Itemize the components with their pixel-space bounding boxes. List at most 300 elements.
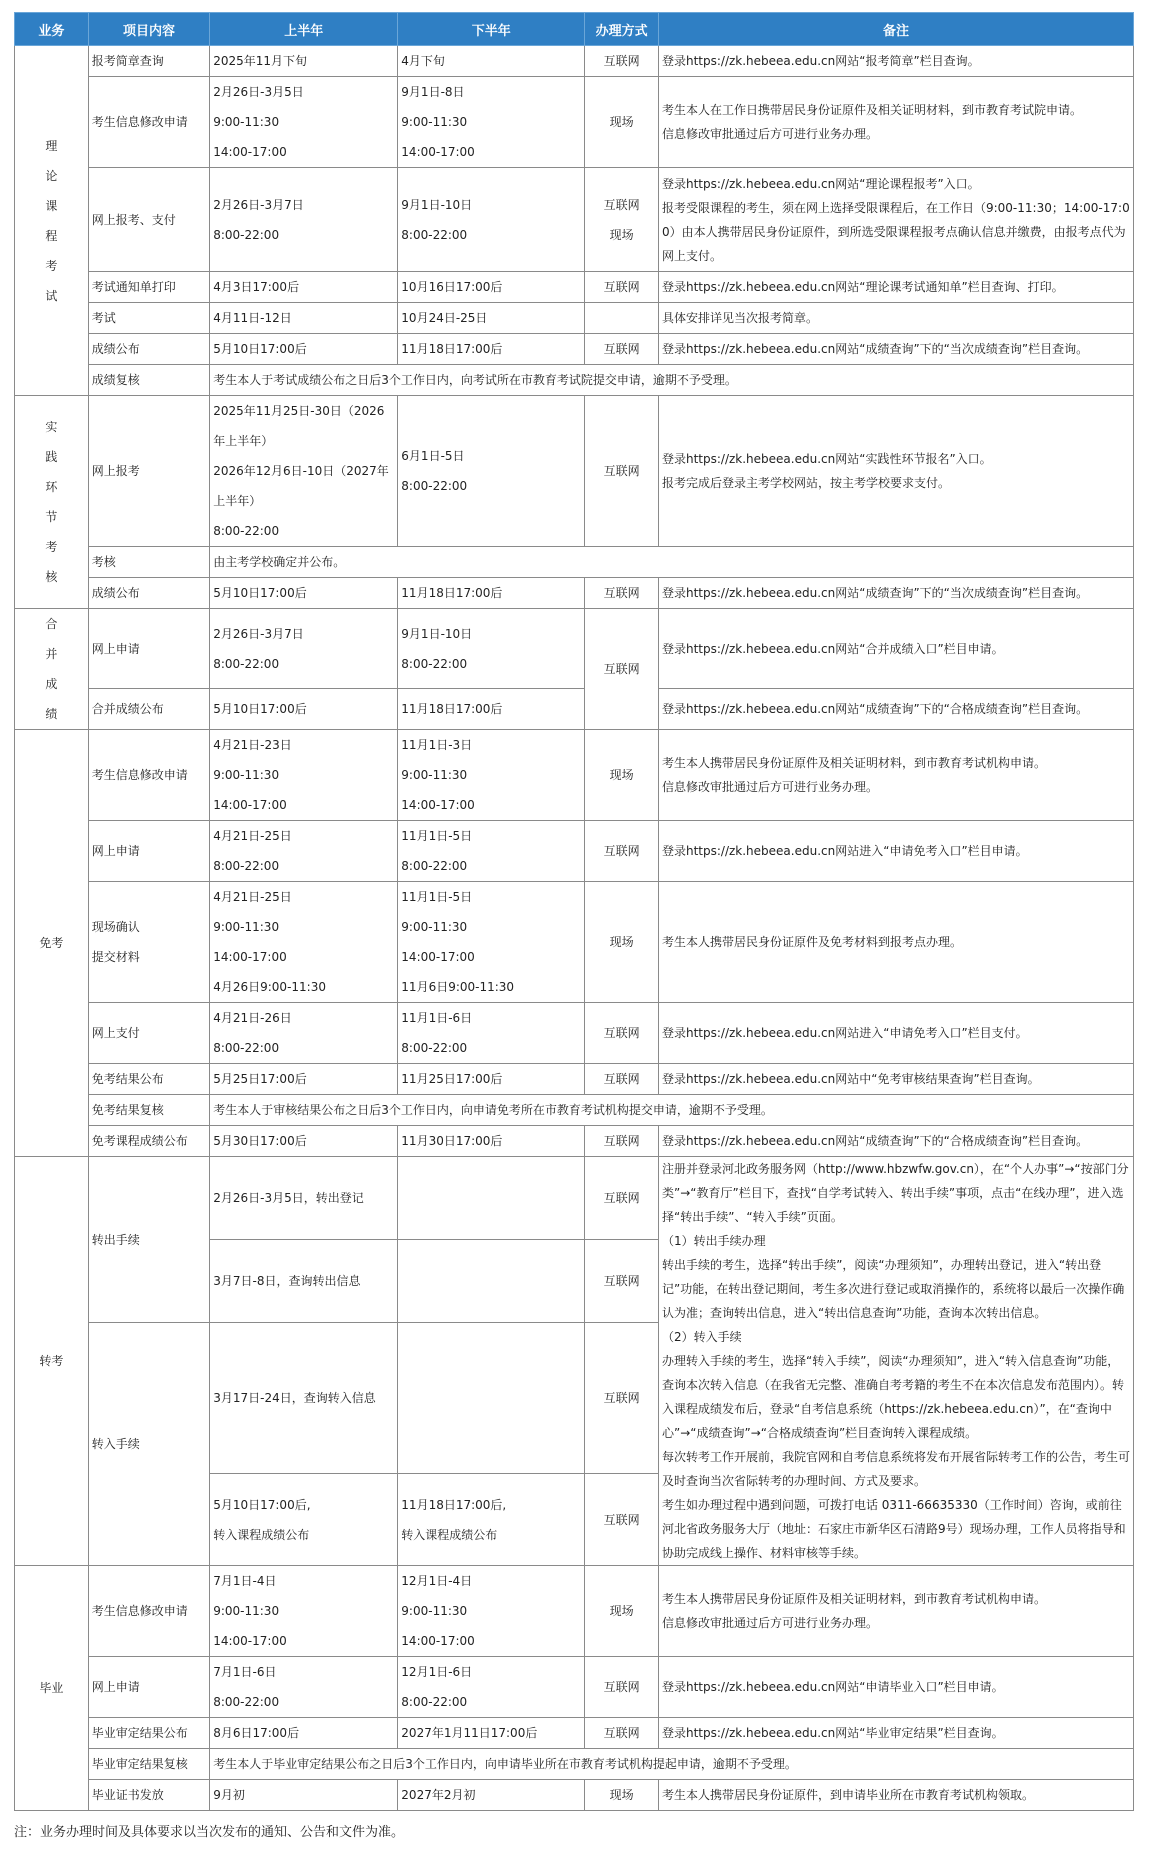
first-half-line: 14:00-17:00: [213, 950, 287, 964]
table-row: [15, 396, 1134, 547]
first-half-cell: [210, 1780, 398, 1811]
method-line: 互联网: [603, 586, 640, 600]
item-cell: 免考结果公布: [88, 1064, 209, 1095]
remarks-cell: [658, 1126, 1133, 1157]
second-half-cell: [398, 689, 585, 730]
second-half-cell: [398, 46, 585, 77]
method-line: 互联网: [603, 844, 640, 858]
section-char: 课: [45, 198, 58, 213]
section-label-merge: [15, 609, 89, 730]
second-half-cell: [398, 1126, 585, 1157]
remarks-line: 信息修改审批通过后方可进行业务办理。: [661, 1616, 878, 1630]
second-half-line: 6月1日-5日: [401, 449, 465, 463]
method-cell: [585, 578, 659, 609]
second-half-cell: [398, 1157, 585, 1240]
schedule-body: [15, 46, 1134, 1811]
second-half-line: 9月1日-10日: [401, 626, 473, 641]
remarks-line: 登录https://zk.hebeea.edu.cn网站进入“申请免考入口”栏目支付。: [661, 1026, 1028, 1040]
item-cell: 报考简章查询: [88, 46, 209, 77]
method-cell: [585, 77, 659, 168]
remarks-cell: [658, 1064, 1133, 1095]
method-cell: [585, 1157, 659, 1240]
remarks-line: 考生本人携带居民身份证原件及相关证明材料，到市教育考试机构申请。: [661, 756, 1046, 770]
method-line: 互联网: [603, 1726, 640, 1740]
first-half-cell: [210, 272, 398, 303]
item-cell: 网上申请: [88, 609, 209, 689]
remarks-cell: [658, 1780, 1133, 1811]
second-half-cell: [398, 396, 585, 547]
first-half-cell: [210, 396, 398, 547]
remarks-line: 考生如办理过程中遇到问题，可拨打电话 0311-66635330（工作时间）咨询，或前往河北省政务服务大厅（地址：石家庄市新华区石清路9号）现场办理，工作人员将指导和协助完成线上操作、材料审核等手续。: [661, 1498, 1126, 1560]
method-cell: [585, 821, 659, 882]
section-char: 节: [45, 510, 58, 524]
remarks-cell: [658, 168, 1133, 272]
remarks-line: 具体安排详见当次报考简章。: [661, 311, 818, 325]
method-line: 现场: [609, 115, 634, 129]
first-half-cell: [210, 303, 398, 334]
first-half-cell: [210, 821, 398, 882]
table-row: [15, 730, 1134, 821]
section-char: 实: [45, 420, 58, 434]
table-row: [15, 547, 1134, 578]
header-remarks: 备注: [658, 13, 1133, 46]
section-char: 践: [45, 450, 58, 464]
item-cell: 毕业审定结果公布: [88, 1718, 209, 1749]
item-cell: 毕业审定结果复核: [88, 1749, 209, 1780]
first-half-line: 2月26日-3月7日: [213, 626, 304, 641]
first-half-line: 5月25日17:00后: [213, 1072, 307, 1086]
first-half-line: 8:00-22:00: [213, 1695, 280, 1709]
second-half-line: 4月下旬: [401, 54, 445, 68]
method-line: 互联网: [603, 662, 640, 676]
first-half-line: 4月11日-12日: [213, 311, 292, 325]
first-half-line: 5月10日17:00后,: [213, 1497, 311, 1512]
table-row: [15, 1095, 1134, 1126]
method-cell: [585, 1657, 659, 1718]
method-cell: [585, 303, 659, 334]
first-half-cell: [210, 689, 398, 730]
method-line: 互联网: [603, 342, 640, 356]
first-half-line: 8:00-22:00: [213, 1041, 280, 1055]
item-cell: 转入手续: [88, 1323, 209, 1566]
method-line: 互联网: [603, 1072, 640, 1086]
second-half-line: 11月6日9:00-11:30: [401, 980, 515, 994]
table-row: [15, 303, 1134, 334]
first-half-line: 2月26日-3月5日，转出登记: [213, 1191, 364, 1205]
method-line: 互联网: [603, 1274, 640, 1288]
remarks-line: （1）转出手续办理: [661, 1234, 766, 1248]
second-half-cell: [398, 1657, 585, 1718]
first-half-cell: [210, 1657, 398, 1718]
method-cell: [585, 730, 659, 821]
table-row: [15, 365, 1134, 396]
first-half-line: 7月1日-4日: [213, 1574, 277, 1588]
second-half-line: 11月1日-6日: [401, 1011, 473, 1025]
table-row: [15, 168, 1134, 272]
first-half-line: 9:00-11:30: [213, 1604, 280, 1618]
remarks-line: 考生本人携带居民身份证原件及免考材料到报考点办理。: [661, 935, 962, 949]
remarks-cell: [658, 578, 1133, 609]
method-line: 互联网: [603, 1191, 640, 1205]
first-half-line: 4月21日-23日: [213, 738, 292, 752]
remarks-line: 转出手续的考生，选择“转出手续”，阅读“办理须知”，办理转出登记，进入“转出登记”功能，在转出登记期间，考生多次进行登记或取消操作的，系统将以最后一次操作确认为准；查询转出信息，进入“转出信息查询”功能，查询本次转出信息。: [661, 1258, 1125, 1320]
item-cell: 免考课程成绩公布: [88, 1126, 209, 1157]
remarks-cell: [658, 1657, 1133, 1718]
second-half-cell: [398, 882, 585, 1003]
remarks-line: 信息修改审批通过后方可进行业务办理。: [661, 127, 878, 141]
remarks-line: 登录https://zk.hebeea.edu.cn网站“申请毕业入口”栏目申请。: [661, 1680, 1004, 1694]
first-half-line: 转入课程成绩公布: [213, 1527, 310, 1542]
first-half-line: 7月1日-6日: [213, 1665, 277, 1679]
table-row: [15, 882, 1134, 1003]
first-half-cell: [210, 1323, 398, 1474]
second-half-line: 9月1日-10日: [401, 197, 473, 212]
section-char: 环: [45, 480, 58, 494]
first-half-line: 4月3日17:00后: [213, 280, 300, 294]
item-cell: 转出手续: [88, 1157, 209, 1323]
first-half-cell: [210, 1064, 398, 1095]
remarks-cell: [658, 334, 1133, 365]
item-cell: 毕业证书发放: [88, 1780, 209, 1811]
second-half-line: 8:00-22:00: [401, 479, 468, 493]
first-half-line: 14:00-17:00: [213, 798, 287, 812]
second-half-line: 9:00-11:30: [401, 1604, 468, 1618]
item-cell: 考核: [88, 547, 209, 578]
section-char: 论: [45, 168, 58, 183]
footnote: 注：业务办理时间及具体要求以当次发布的通知、公告和文件为准。: [14, 1825, 405, 1840]
remarks-cell: [658, 689, 1133, 730]
first-half-cell: [210, 882, 398, 1003]
first-half-line: 8:00-22:00: [213, 859, 280, 873]
first-half-line: 9:00-11:30: [213, 920, 280, 934]
first-half-line: 2月26日-3月5日: [213, 85, 304, 99]
remarks-line: 登录https://zk.hebeea.edu.cn网站进入“申请免考入口”栏目申请。: [661, 844, 1028, 858]
remarks-line: 登录https://zk.hebeea.edu.cn网站“合并成绩入口”栏目申请。: [661, 641, 1004, 656]
header-row: [15, 13, 1134, 46]
method-cell: [585, 272, 659, 303]
first-half-cell: [210, 730, 398, 821]
schedule-table: [14, 12, 1134, 1811]
first-half-line: 2月26日-3月7日: [213, 197, 304, 212]
table-row: [15, 46, 1134, 77]
header-second-half: 下半年: [398, 13, 585, 46]
second-half-line: 11月1日-5日: [401, 829, 473, 843]
second-half-line: 11月18日17:00后: [401, 702, 503, 717]
second-half-line: 10月24日-25日: [401, 311, 488, 325]
remarks-line: 办理转入手续的考生，选择“转入手续”，阅读“办理须知”，进入“转入信息查询”功能，查询本次转入信息（在我省无完整、准确自考考籍的考生不在本次信息发布范围内）。转入课程成绩发布后，登录“自考信息系统（https://zk.hebeea.edu.cn）”，在“查询中心”→“成绩查询”→“合格成绩查询”栏目查询转入课程成绩。: [661, 1354, 1124, 1440]
section-char: 成: [45, 677, 58, 691]
section-char: 考: [45, 540, 58, 554]
header-business: 业务: [15, 13, 89, 46]
second-half-cell: [398, 1240, 585, 1323]
remarks-line: 考生本人携带居民身份证原件，到申请毕业所在市教育考试机构领取。: [661, 1788, 1034, 1802]
section-label-theory: [15, 46, 89, 396]
header-item: 项目内容: [88, 13, 209, 46]
remarks-line: 登录https://zk.hebeea.edu.cn网站“报考简章”栏目查询。: [661, 54, 980, 68]
first-half-cell: [210, 1474, 398, 1566]
second-half-cell: [398, 303, 585, 334]
method-line: 现场: [609, 1604, 634, 1618]
method-line: 现场: [609, 1788, 634, 1802]
remarks-line: 报考受限课程的考生，须在网上选择受限课程后，在工作日（9:00-11:30；14:00-17:00）由本人携带居民身份证原件，到所选受限课程报考点确认信息并缴费，由报考点代为网上支付。: [661, 200, 1130, 263]
header-first-half: 上半年: [210, 13, 398, 46]
item-line: 现场确认: [91, 920, 140, 934]
method-line: 互联网: [603, 1680, 640, 1694]
first-half-cell: [210, 1126, 398, 1157]
method-cell: [585, 1003, 659, 1064]
second-half-line: 9:00-11:30: [401, 768, 468, 782]
first-half-line: 2025年11月25日-30日（2026年上半年）: [213, 404, 385, 448]
remarks-cell: [658, 882, 1133, 1003]
second-half-line: 8:00-22:00: [401, 859, 468, 873]
second-half-cell: [398, 334, 585, 365]
table-row: [15, 272, 1134, 303]
first-half-line: 8月6日17:00后: [213, 1726, 300, 1740]
method-cell: [585, 1064, 659, 1095]
spanning-note: 考生本人于审核结果公布之日后3个工作日内，向申请免考所在市教育考试机构提交申请，逾期不予受理。: [210, 1095, 1134, 1126]
table-row: [15, 821, 1134, 882]
remarks-cell: [658, 1718, 1133, 1749]
remarks-cell: [658, 1566, 1133, 1657]
second-half-line: 11月1日-5日: [401, 890, 473, 904]
first-half-cell: [210, 609, 398, 689]
second-half-line: 8:00-22:00: [401, 227, 468, 242]
first-half-line: 5月30日17:00后: [213, 1134, 307, 1148]
remarks-line: 登录https://zk.hebeea.edu.cn网站“理论课考试通知单”栏目查询、打印。: [661, 280, 1064, 294]
remarks-line: （2）转入手续: [661, 1330, 742, 1344]
method-cell: [585, 396, 659, 547]
method-cell: [585, 1240, 659, 1323]
method-cell: [585, 1718, 659, 1749]
second-half-line: 9:00-11:30: [401, 920, 468, 934]
method-line: 互联网: [603, 280, 640, 294]
remarks-line: 登录https://zk.hebeea.edu.cn网站“毕业审定结果”栏目查询。: [661, 1726, 1004, 1740]
first-half-line: 9:00-11:30: [213, 768, 280, 782]
first-half-line: 5月10日17:00后: [213, 586, 307, 600]
method-line: 互联网: [603, 464, 640, 478]
second-half-cell: [398, 1718, 585, 1749]
second-half-line: 11月1日-3日: [401, 738, 473, 752]
method-cell: [585, 46, 659, 77]
second-half-line: 10月16日17:00后: [401, 280, 503, 294]
item-cell: 合并成绩公布: [88, 689, 209, 730]
remarks-cell: [658, 1003, 1133, 1064]
first-half-cell: [210, 578, 398, 609]
first-half-line: 2026年12月6日-10日（2027年上半年）: [213, 464, 389, 508]
item-cell: 网上申请: [88, 1657, 209, 1718]
first-half-cell: [210, 1718, 398, 1749]
second-half-cell: [398, 1064, 585, 1095]
table-row: [15, 1780, 1134, 1811]
second-half-line: 2027年1月11日17:00后: [401, 1726, 538, 1740]
second-half-line: 8:00-22:00: [401, 656, 468, 671]
method-cell: [585, 168, 659, 272]
method-line: 现场: [609, 227, 634, 242]
first-half-line: 5月10日17:00后: [213, 342, 307, 356]
section-char: 并: [45, 647, 58, 661]
second-half-cell: [398, 730, 585, 821]
second-half-cell: [398, 1566, 585, 1657]
first-half-line: 3月7日-8日，查询转出信息: [213, 1274, 361, 1288]
remarks-line: 登录https://zk.hebeea.edu.cn网站中“免考审核结果查询”栏目查询。: [661, 1072, 1040, 1086]
remarks-cell: [658, 303, 1133, 334]
first-half-line: 4月21日-25日: [213, 829, 292, 843]
second-half-cell: [398, 1780, 585, 1811]
table-row: [15, 1566, 1134, 1657]
table-row: [15, 578, 1134, 609]
table-row: [15, 1749, 1134, 1780]
table-row: [15, 609, 1134, 689]
first-half-line: 4月21日-26日: [213, 1011, 292, 1025]
second-half-cell: [398, 1323, 585, 1474]
item-cell: 网上报考、支付: [88, 168, 209, 272]
remarks-line: 每次转考工作开展前，我院官网和自考信息系统将发布开展省际转考工作的公告，考生可及时查询当次省际转考的办理时间、方式及要求。: [661, 1450, 1130, 1488]
second-half-line: 8:00-22:00: [401, 1695, 468, 1709]
first-half-line: 14:00-17:00: [213, 1634, 287, 1648]
second-half-cell: [398, 77, 585, 168]
second-half-line: 转入课程成绩公布: [401, 1527, 498, 1542]
section-char: 合: [45, 617, 58, 631]
first-half-cell: [210, 1566, 398, 1657]
method-line: 互联网: [603, 1391, 640, 1405]
second-half-line: 14:00-17:00: [401, 798, 475, 812]
table-row: [15, 1126, 1134, 1157]
first-half-line: 14:00-17:00: [213, 145, 287, 159]
method-cell: [585, 609, 659, 730]
section-label-graduation: 毕业: [15, 1566, 89, 1811]
section-char: 核: [45, 570, 58, 584]
item-cell: 考生信息修改申请: [88, 77, 209, 168]
second-half-line: 12月1日-6日: [401, 1665, 473, 1679]
section-label-transfer: 转考: [15, 1157, 89, 1566]
table-row: [15, 689, 1134, 730]
first-half-cell: [210, 168, 398, 272]
remarks-line: 登录https://zk.hebeea.edu.cn网站“实践性环节报名”入口。: [661, 452, 992, 466]
item-cell: [88, 882, 209, 1003]
remarks-line: 登录https://zk.hebeea.edu.cn网站“成绩查询”下的“当次成绩查询”栏目查询。: [661, 342, 1089, 356]
second-half-line: 11月18日17:00后: [401, 342, 503, 356]
remarks-line: 登录https://zk.hebeea.edu.cn网站“理论课程报考”入口。: [661, 176, 980, 191]
table-row: [15, 1157, 1134, 1240]
second-half-cell: [398, 821, 585, 882]
method-line: 互联网: [603, 197, 640, 212]
first-half-line: 8:00-22:00: [213, 227, 280, 242]
first-half-line: 3月17日-24日，查询转入信息: [213, 1391, 376, 1405]
second-half-line: 9月1日-8日: [401, 85, 465, 99]
item-cell: 考生信息修改申请: [88, 1566, 209, 1657]
remarks-line: 登录https://zk.hebeea.edu.cn网站“成绩查询”下的“合格成绩查询”栏目查询。: [661, 1134, 1089, 1148]
item-cell: 考试通知单打印: [88, 272, 209, 303]
first-half-line: 4月21日-25日: [213, 890, 292, 904]
remarks-cell: [658, 272, 1133, 303]
method-line: 互联网: [603, 1134, 640, 1148]
second-half-line: 11月30日17:00后: [401, 1134, 503, 1148]
first-half-cell: [210, 77, 398, 168]
method-cell: [585, 1126, 659, 1157]
item-cell: 网上申请: [88, 821, 209, 882]
first-half-line: 5月10日17:00后: [213, 702, 307, 717]
second-half-line: 2027年2月初: [401, 1788, 476, 1802]
method-cell: [585, 1780, 659, 1811]
first-half-line: 9:00-11:30: [213, 115, 280, 129]
first-half-cell: [210, 1240, 398, 1323]
item-cell: 成绩公布: [88, 334, 209, 365]
method-line: 现场: [609, 768, 634, 782]
item-cell: 考生信息修改申请: [88, 730, 209, 821]
item-cell: 成绩复核: [88, 365, 209, 396]
remarks-line: 登录https://zk.hebeea.edu.cn网站“成绩查询”下的“合格成绩查询”栏目查询。: [661, 702, 1089, 717]
second-half-cell: [398, 609, 585, 689]
second-half-line: 11月25日17:00后: [401, 1072, 503, 1086]
second-half-line: 14:00-17:00: [401, 145, 475, 159]
method-cell: [585, 1323, 659, 1474]
section-char: 考: [45, 258, 58, 273]
method-line: 现场: [609, 935, 634, 949]
second-half-line: 11月18日17:00后: [401, 586, 503, 600]
second-half-line: 9:00-11:30: [401, 115, 468, 129]
section-char: 程: [45, 228, 58, 243]
second-half-line: 12月1日-4日: [401, 1574, 473, 1588]
section-label-exempt: 免考: [15, 730, 89, 1157]
item-cell: 免考结果复核: [88, 1095, 209, 1126]
item-cell: 网上报考: [88, 396, 209, 547]
item-cell: 成绩公布: [88, 578, 209, 609]
spanning-note: 考生本人于考试成绩公布之日后3个工作日内，向考试所在市教育考试院提交申请，逾期不予受理。: [210, 365, 1134, 396]
section-char: 试: [45, 288, 58, 303]
remarks-cell: [658, 77, 1133, 168]
second-half-line: 8:00-22:00: [401, 1041, 468, 1055]
second-half-cell: [398, 168, 585, 272]
second-half-line: 14:00-17:00: [401, 1634, 475, 1648]
section-char: 理: [45, 138, 58, 153]
item-cell: 网上支付: [88, 1003, 209, 1064]
section-label-practice: [15, 396, 89, 609]
spanning-note: 由主考学校确定并公布。: [210, 547, 1134, 578]
table-row: [15, 1657, 1134, 1718]
remarks-line: 考生本人在工作日携带居民身份证原件及相关证明材料，到市教育考试院申请。: [661, 103, 1082, 117]
remarks-cell: [658, 821, 1133, 882]
table-row: [15, 1718, 1134, 1749]
remarks-cell: [658, 730, 1133, 821]
second-half-cell: [398, 1474, 585, 1566]
first-half-line: 8:00-22:00: [213, 656, 280, 671]
method-line: 互联网: [603, 54, 640, 68]
remarks-cell: [658, 1157, 1133, 1566]
first-half-cell: [210, 1157, 398, 1240]
remarks-line: 登录https://zk.hebeea.edu.cn网站“成绩查询”下的“当次成绩查询”栏目查询。: [661, 586, 1089, 600]
first-half-cell: [210, 1003, 398, 1064]
method-cell: [585, 882, 659, 1003]
second-half-cell: [398, 578, 585, 609]
method-line: 互联网: [603, 1512, 640, 1527]
method-line: 互联网: [603, 1026, 640, 1040]
spanning-note: 考生本人于毕业审定结果公布之日后3个工作日内，向申请毕业所在市教育考试机构提起申请，逾期不予受理。: [210, 1749, 1134, 1780]
second-half-line: 14:00-17:00: [401, 950, 475, 964]
item-line: 提交材料: [91, 950, 140, 964]
item-cell: 考试: [88, 303, 209, 334]
section-char: 绩: [45, 707, 58, 721]
remarks-line: 考生本人携带居民身份证原件及相关证明材料，到市教育考试机构申请。: [661, 1592, 1046, 1606]
second-half-cell: [398, 1003, 585, 1064]
remarks-cell: [658, 46, 1133, 77]
remarks-line: 信息修改审批通过后方可进行业务办理。: [661, 780, 878, 794]
method-cell: [585, 334, 659, 365]
remarks-cell: [658, 396, 1133, 547]
first-half-line: 2025年11月下旬: [213, 54, 308, 68]
table-row: [15, 1003, 1134, 1064]
table-row: [15, 334, 1134, 365]
first-half-cell: [210, 334, 398, 365]
